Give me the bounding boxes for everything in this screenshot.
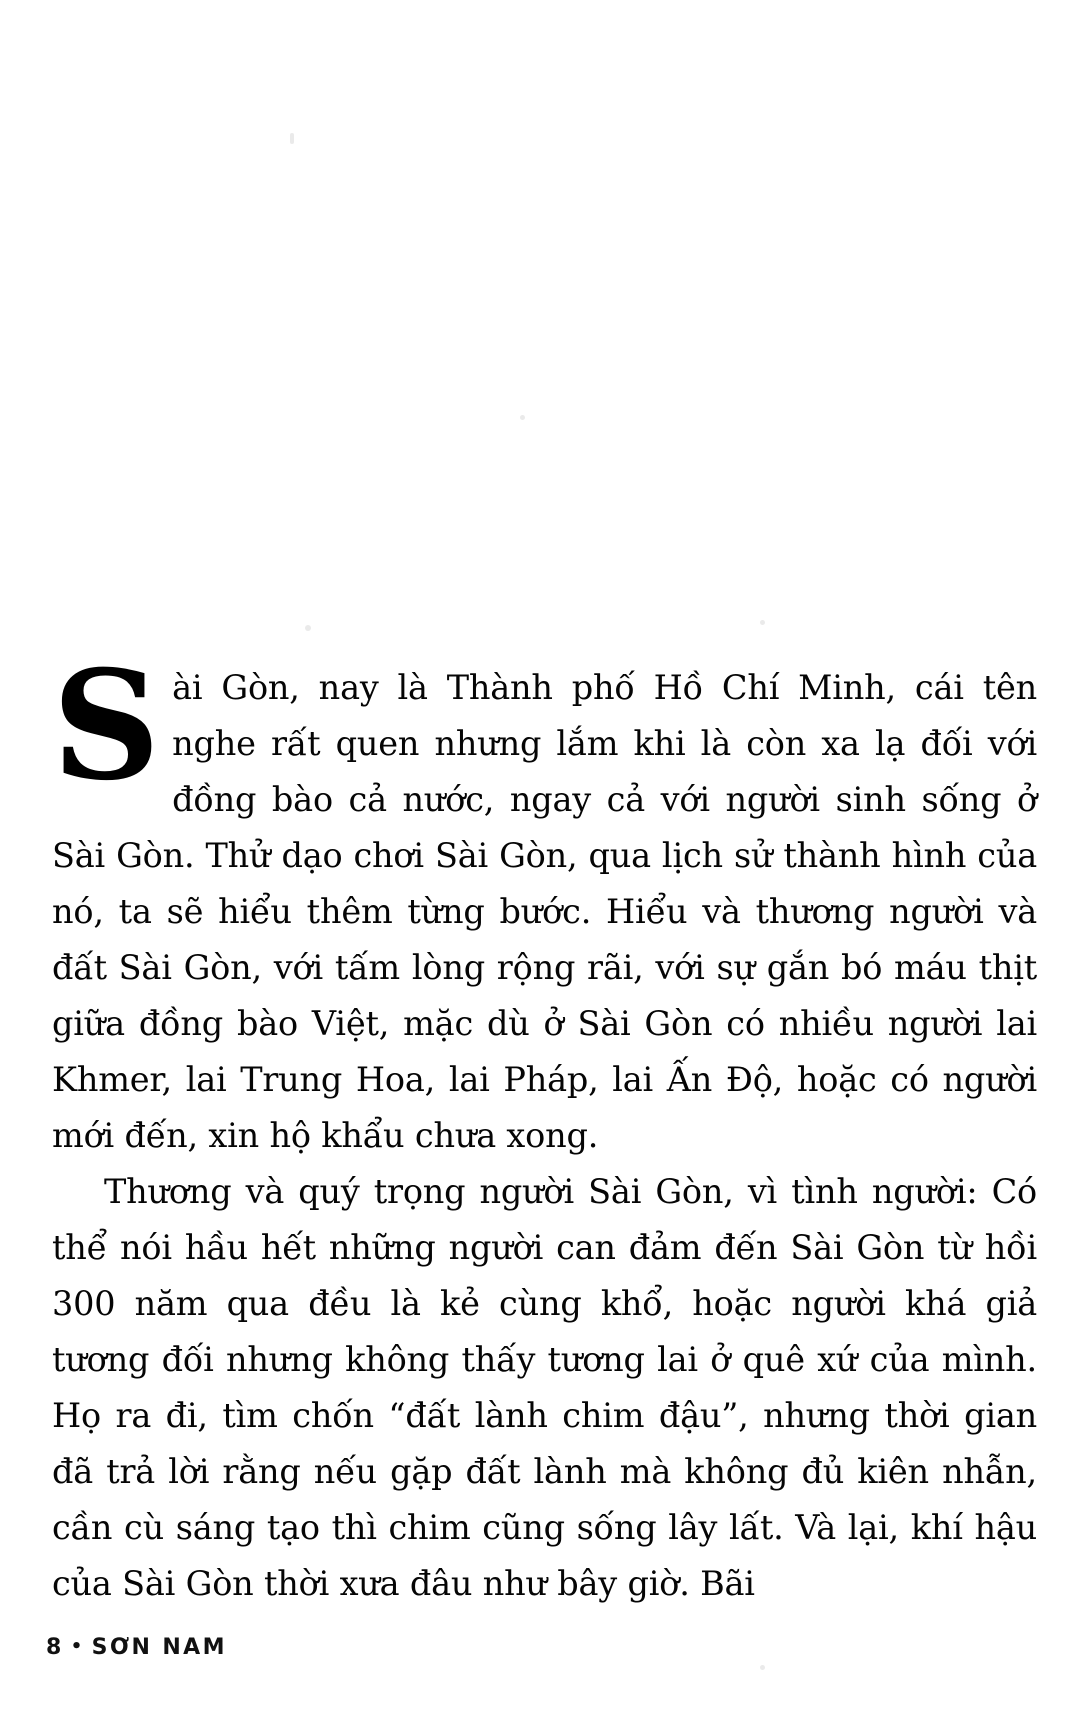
page-footer	[46, 1635, 227, 1660]
footer-author: SƠN NAM	[91, 1635, 227, 1660]
paragraph-second: Thương và quý trọng người Sài Gòn, vì tình người: Có thể nói hầu hết những người can đảm đến Sài Gòn từ hồi 300 năm qua đều là kẻ cùng khổ, hoặc người khá giả tương đối nhưng không thấy tương lai ở quê xứ của mình. Họ ra đi, tìm chốn “đất lành chim đậu”, nhưng thời gian đã trả lời rằng nếu gặp đất lành mà không đủ kiên nhẫn, cần cù sáng tạo thì chim cũng sống lây lất. Và lại, khí hậu của Sài Gòn thời xưa đâu như bây giờ. Bãi	[52, 1172, 1037, 1603]
paper-speck	[305, 625, 311, 631]
paper-speck	[290, 133, 294, 144]
paragraph-first-text: ài Gòn, nay là Thành phố Hồ Chí Minh, cái tên nghe rất quen nhưng lắm khi là còn xa lạ đối với đồng bào cả nước, ngay cả với người sinh sống ở Sài Gòn. Thử dạo chơi Sài Gòn, qua lịch sử thành hình của nó, ta sẽ hiểu thêm từng bước. Hiểu và thương người và đất Sài Gòn, với tấm lòng rộng rãi, với sự gắn bó máu thịt giữa đồng bào Việt, mặc dù ở Sài Gòn có nhiều người lai Khmer, lai Trung Hoa, lai Pháp, lai Ấn Độ, hoặc có người mới đến, xin hộ khẩu chưa xong.	[52, 668, 1037, 1155]
paragraph-first	[52, 638, 1037, 1164]
footer-page-number: 8	[46, 1635, 64, 1660]
drop-cap: S	[52, 638, 161, 814]
page-body	[52, 638, 1037, 1612]
paper-speck	[520, 415, 525, 420]
footer-separator: •	[70, 1636, 85, 1657]
paper-speck	[760, 620, 765, 625]
paper-speck	[760, 1665, 765, 1670]
